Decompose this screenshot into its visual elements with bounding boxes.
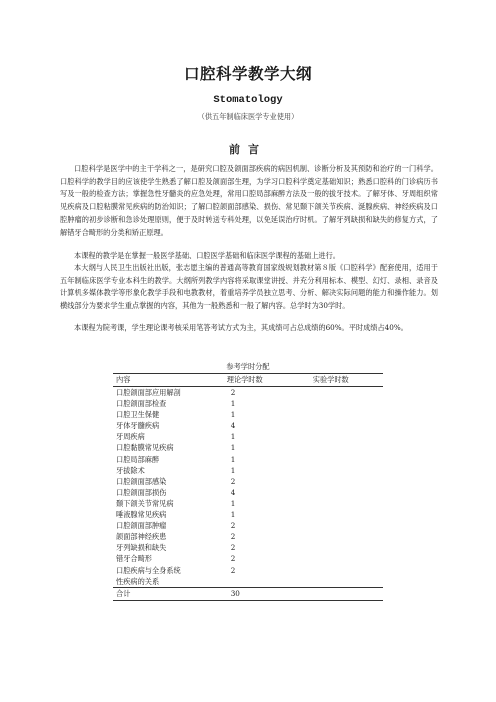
cell-theory-hours: 2	[230, 388, 236, 397]
cell-lab-hours	[313, 431, 383, 442]
audience-note: （供五年制临床医学专业使用）	[197, 112, 299, 121]
cell-lab-hours	[313, 442, 383, 453]
hours-allocation-table	[113, 373, 383, 601]
cell-lab-hours	[313, 565, 383, 576]
cell-theory-hours: 1	[230, 443, 236, 453]
total-lab-hours	[313, 587, 383, 601]
cell-lab-hours	[313, 465, 383, 476]
cell-content: 牙体牙髓疾病	[116, 421, 160, 431]
cell-content: 口腔局部麻醉	[116, 454, 160, 464]
table-row	[113, 487, 383, 498]
cell-content: 牙拔除术	[116, 465, 145, 475]
table-row	[113, 387, 383, 399]
cell-lab-hours	[313, 498, 383, 509]
cell-theory-hours: 4	[230, 487, 236, 497]
cell-lab-hours	[313, 576, 383, 588]
table-row	[113, 565, 383, 576]
document-subtitle: Stomatology	[213, 94, 283, 106]
cell-lab-hours	[313, 420, 383, 431]
cell-content: 口腔疾病与全身系统	[116, 565, 181, 575]
cell-content: 牙周疾病	[116, 432, 145, 442]
cell-content: 性疾病的关系	[116, 576, 160, 586]
cell-content: 口腔颌面部感染	[116, 476, 167, 486]
cell-theory-hours: 2	[230, 521, 236, 531]
cell-content: 牙列缺损和缺失	[116, 543, 167, 553]
header-lab-hours: 实验学时数	[313, 374, 383, 387]
table-row	[113, 531, 383, 542]
cell-lab-hours	[313, 509, 383, 520]
cell-lab-hours	[313, 487, 383, 498]
table-total-row	[113, 587, 383, 601]
cell-theory-hours: 2	[230, 554, 236, 564]
cell-content: 颞下颌关节常见病	[116, 498, 174, 508]
cell-lab-hours	[313, 398, 383, 409]
preface-paragraph-4: 本课程为院考课，学生理论课考核采用笔答考试方式为主，其成绩可占总成绩的60%。平时成绩占40%。	[74, 323, 408, 332]
document-title: 口腔科学教学大纲	[183, 65, 312, 83]
table-caption: 参考学时分配	[226, 362, 270, 371]
table-row	[113, 454, 383, 465]
cell-theory-hours: 1	[230, 510, 236, 520]
header-theory-hours: 理论学时数	[227, 374, 313, 387]
table-row	[113, 498, 383, 509]
cell-theory-hours: 1	[230, 465, 236, 475]
cell-lab-hours	[313, 531, 383, 542]
cell-lab-hours	[313, 454, 383, 465]
cell-content: 错牙合畸形	[116, 554, 152, 564]
cell-theory-hours: 1	[230, 454, 236, 464]
table-row	[113, 553, 383, 564]
table-body	[113, 387, 383, 588]
cell-theory-hours: 2	[230, 565, 236, 575]
cell-theory-hours: 2	[230, 543, 236, 553]
cell-content: 口腔颌面部损伤	[116, 487, 167, 497]
table-row	[113, 420, 383, 431]
cell-content: 口腔卫生保健	[116, 410, 160, 420]
preface-paragraph-1: 口腔科学是医学中的主干学科之一，是研究口腔及颌面部疾病的病因机制、诊断分析及其预防和治疗的一门科学。口腔科学的教学目的应该使学生熟悉了解口腔及颌面部生理，为学习口腔科学奠定基础知识；熟悉口腔科的门诊病历书写及一般的检查方法；掌握急性牙髓炎的应急处理，常用口腔局部麻醉方法及一般的拔牙技术。了解牙体、牙周组织常见疾病及口腔粘膜常见疾病的防治知识；了解口腔颌面部感染、损伤、常见颞下颌关节疾病、涎腺疾病、神经疾病及口腔肿瘤的初步诊断和急诊处理原则，便于及时转送专科处理，以免延误治疗时机。了解牙列缺损和缺失的修复方式，了解错牙合畸形的分类和矫正原理。	[60, 164, 438, 237]
cell-theory-hours	[227, 576, 313, 588]
cell-lab-hours	[313, 409, 383, 420]
preface-heading: 前言	[229, 143, 267, 156]
cell-theory-hours: 1	[230, 410, 236, 420]
table-row	[113, 542, 383, 553]
cell-theory-hours: 1	[230, 399, 236, 409]
table-row	[113, 520, 383, 531]
cell-content: 口腔黏膜常见疾病	[116, 443, 174, 453]
cell-lab-hours	[313, 542, 383, 553]
cell-content: 口腔颌面部肿瘤	[116, 521, 167, 531]
table-row	[113, 398, 383, 409]
cell-theory-hours: 1	[230, 432, 236, 442]
cell-content: 口腔颌面部应用解剖	[116, 388, 181, 397]
table-row	[113, 431, 383, 442]
table-row	[113, 476, 383, 487]
cell-theory-hours: 2	[230, 532, 236, 542]
cell-lab-hours	[313, 387, 383, 399]
total-theory-hours: 30	[227, 587, 313, 601]
cell-theory-hours: 1	[230, 498, 236, 508]
header-content: 内容	[113, 374, 227, 387]
cell-content: 颌面部神经疾患	[116, 532, 167, 542]
total-label: 合计	[113, 587, 227, 601]
table-row	[113, 442, 383, 453]
cell-content: 口腔颌面部检查	[116, 399, 167, 409]
preface-paragraph-3: 本大纲与人民卫生出版社出版，张志愿主编的普通高等教育国家级规划教材第８版《口腔科学》配套使用，适用于五年制临床医学专业本科生的教学。大纲所列教学内容将采取课堂讲授、并充分利用标本、模型、幻灯、录相、录音及计算机多媒体教学等形象化教学手段和电教教材，着重培养学员独立思考、分析、解决实际问题的能力和操作能力。划横线部分为要求学生重点掌握的内容，其他为一般熟悉和一般了解内容。总学时为30学时。	[60, 263, 438, 311]
cell-lab-hours	[313, 553, 383, 564]
cell-theory-hours: 2	[230, 476, 236, 486]
table-row	[113, 509, 383, 520]
table-row	[113, 576, 383, 588]
cell-theory-hours: 4	[230, 421, 236, 431]
table-header-row	[113, 374, 383, 387]
preface-paragraph-2: 本课程的教学是在掌握一般医学基础、口腔医学基础和临床医学课程的基础上进行。	[74, 251, 340, 260]
cell-lab-hours	[313, 520, 383, 531]
table-row	[113, 465, 383, 476]
cell-lab-hours	[313, 476, 383, 487]
cell-content: 唾液腺常见疾病	[116, 510, 167, 520]
table-row	[113, 409, 383, 420]
